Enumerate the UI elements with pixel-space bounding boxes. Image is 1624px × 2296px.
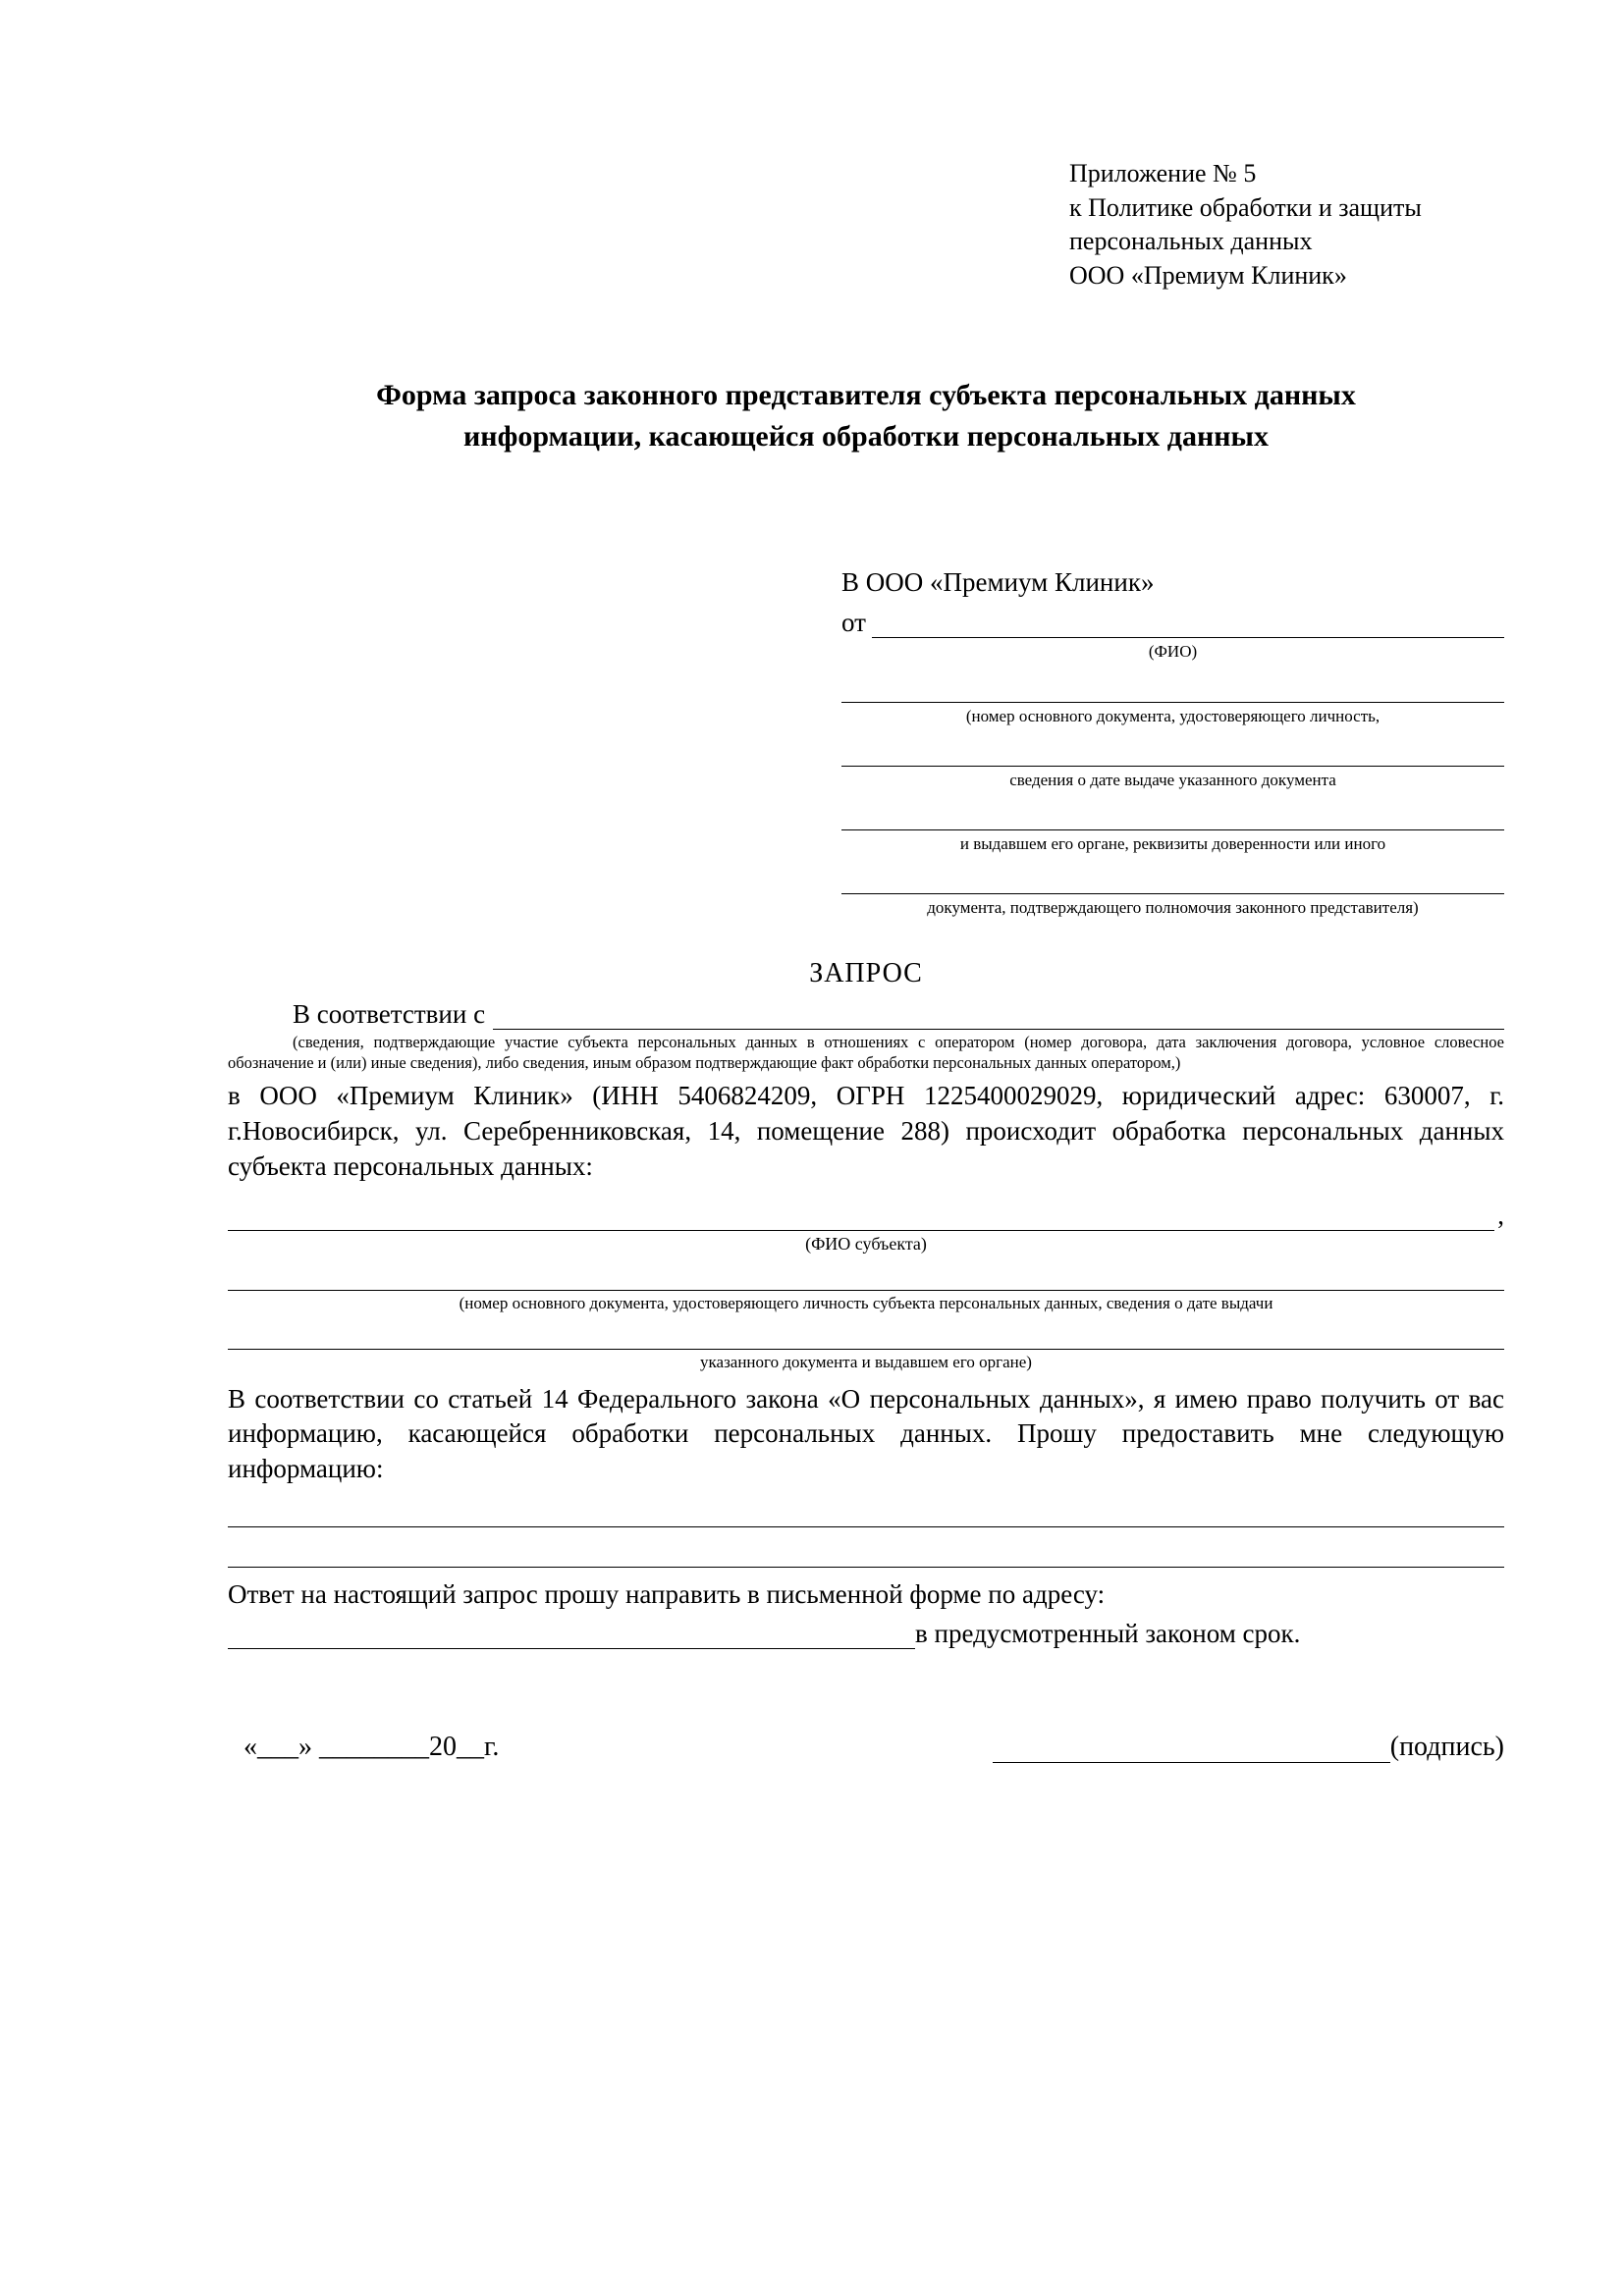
signature-input[interactable] (993, 1738, 1390, 1763)
from-fio-input[interactable] (872, 614, 1504, 638)
addressee-organization: В ООО «Премиум Клиник» (841, 567, 1155, 598)
caption-doc-power: документа, подтверждающего полномочия законного представителя) (927, 898, 1419, 918)
caption-subject-fio: (ФИО субъекта) (805, 1233, 927, 1254)
from-row (841, 608, 1504, 638)
signature-row (228, 1732, 1504, 1763)
operator-paragraph: в ООО «Премиум Клиник» (ИНН 5406824209, ОГРН 1225400029029, юридический адрес: 630007, г. г.Новосибирск, ул. Серебренниковская, 14, помещение 288) происходит обработка персональных данных субъекта персональных данных: (228, 1080, 1504, 1181)
from-label: от (841, 608, 866, 638)
subject-doc-input[interactable] (228, 1264, 1504, 1291)
in-accordance-label: В соответствии с (293, 998, 486, 1029)
signature-field (993, 1732, 1504, 1763)
note-text: (сведения, подтверждающие участие субъекта персональных данных в отношениях с оператором (номер договора, дата заключения договора, условное словесное обозначение и (или) иные сведения), либо сведения, иным образом подтверждающие факт обработки персональных данных оператором,) (228, 1032, 1504, 1072)
signature-label: (подпись) (1389, 1732, 1504, 1763)
answer-tail: в предусмотренный законом срок. (915, 1619, 1301, 1649)
date-field[interactable]: «___» ________20__г. (244, 1732, 500, 1763)
doc-organ-input[interactable] (841, 804, 1504, 830)
caption-fio: (ФИО) (1148, 642, 1198, 662)
in-accordance-row (228, 999, 1504, 1030)
answer-address-input[interactable] (228, 1625, 915, 1649)
appendix-header-line-1: Приложение № 5 (1069, 159, 1257, 187)
caption-doc-organ: и выдавшем его органе, реквизиты доверенности или иного (959, 834, 1386, 854)
page-title-line-1: Форма запроса законного представителя субъекта персональных данных (376, 379, 1356, 412)
appendix-header-line-2: к Политике обработки и защиты (1069, 192, 1422, 222)
answer-address-row (228, 1619, 1504, 1649)
in-accordance-note (228, 1032, 1504, 1073)
appendix-header-line-4: ООО «Премиум Клиник» (1069, 260, 1347, 290)
caption-doc-date: сведения о дате выдаче указанного документа (1009, 770, 1336, 789)
law-paragraph: В соответствии со статьей 14 Федерального закона «О персональных данных», я имею право получить от вас информацию, касающейся обработки персональных данных. Прошу предоставить мне следующую информацию: (228, 1383, 1504, 1484)
doc-number-input[interactable] (841, 676, 1504, 703)
appendix-header-line-3: персональных данных (1069, 227, 1313, 256)
requested-info-input-1[interactable] (228, 1501, 1504, 1527)
answer-paragraph: Ответ на настоящий запрос прошу направить в письменной форме по адресу: (228, 1579, 1106, 1610)
appendix-header (1069, 157, 1504, 293)
caption-doc-number: (номер основного документа, удостоверяющего личность, (965, 706, 1380, 725)
document-content (228, 157, 1504, 1763)
page-title-line-2: информации, касающейся обработки персональных данных (463, 420, 1269, 454)
caption-subject-doc: (номер основного документа, удостоверяющего личность субъекта персональных данных, сведения о дате выдачи (459, 1293, 1273, 1312)
doc-date-input[interactable] (841, 740, 1504, 767)
subject-fio-row (228, 1201, 1504, 1231)
request-heading: ЗАПРОС (809, 957, 923, 988)
caption-subject-doc2: указанного документа и выдавшем его органе) (700, 1352, 1032, 1371)
doc-power-input[interactable] (841, 868, 1504, 894)
in-accordance-input[interactable] (493, 1005, 1504, 1030)
addressee-block (841, 567, 1504, 918)
subject-fio-comma: , (1497, 1200, 1504, 1230)
requested-info-input-2[interactable] (228, 1541, 1504, 1568)
page-title (228, 375, 1504, 457)
subject-fio-input[interactable] (228, 1206, 1494, 1231)
subject-doc-organ-input[interactable] (228, 1323, 1504, 1350)
